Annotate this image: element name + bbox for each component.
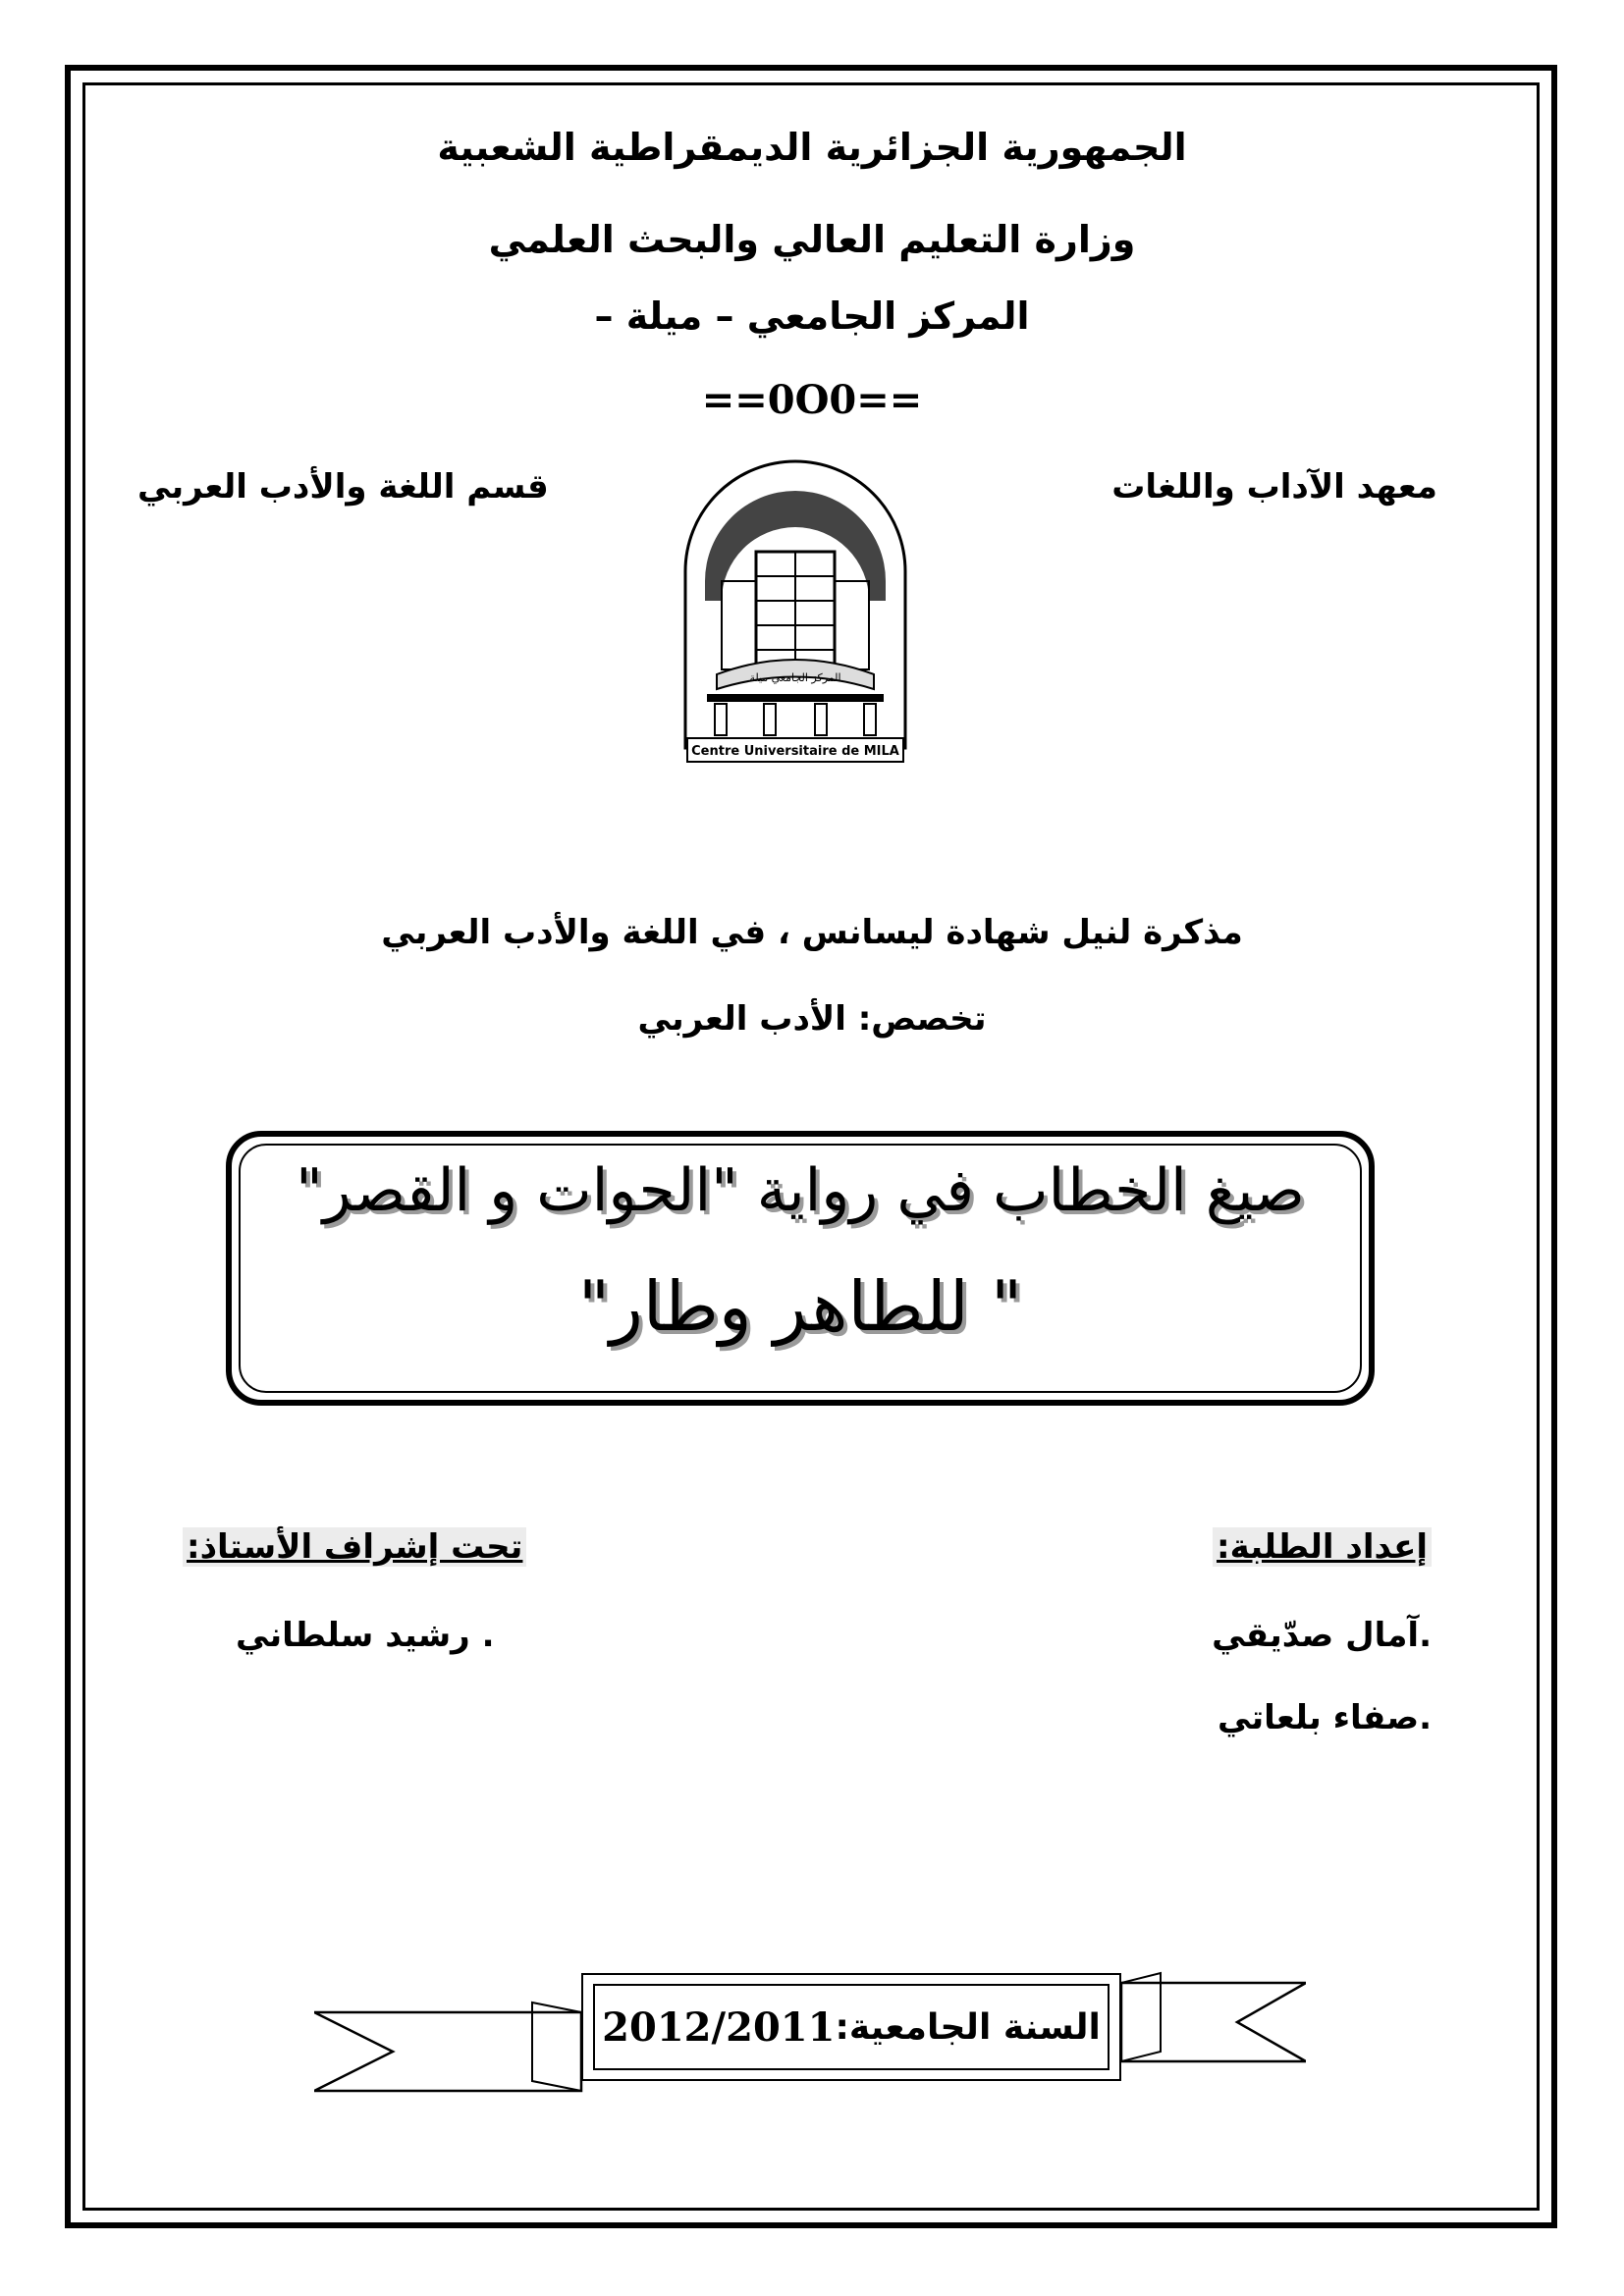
memoir-description: مذكرة لنيل شهادة ليسانس ، في اللغة والأدب العربي [381, 913, 1243, 952]
student-name: .صفاء بلعاتي [1218, 1698, 1432, 1737]
academic-year-label: السنة الجامعية: [835, 2006, 1101, 2048]
ministry-heading: وزارة التعليم العالي والبحث العلمي [488, 218, 1136, 261]
thesis-title-line-1: صيغ الخطاب في رواية "الحوات و القصر" [296, 1156, 1305, 1225]
logo-arabic-caption: المركز الجامعي ميلة [749, 671, 841, 684]
academic-year-box [593, 1984, 1110, 2070]
supervisor-label: تحت إشراف الأستاذ: [183, 1527, 526, 1567]
supervisor-name: . رشيد سلطاني [236, 1616, 495, 1655]
center-heading: المركز الجامعي – ميلة – [594, 294, 1030, 338]
specialization: تخصص: الأدب العربي [637, 999, 987, 1039]
university-building-logo-icon [677, 454, 913, 768]
students-label: إعداد الطلبة: [1213, 1527, 1432, 1567]
academic-year-value: 2012/2011 [602, 2003, 836, 2051]
department-label: قسم اللغة والأدب العربي [137, 467, 549, 507]
institute-label: معهد الآداب واللغات [1111, 467, 1437, 507]
thesis-title-line-2: " للطاهر وطار" [577, 1266, 1023, 1347]
ornament-separator: ==0O0== [701, 377, 923, 423]
logo-caption: Centre Universitaire de MILA [691, 744, 899, 759]
republic-heading: الجمهورية الجزائرية الديمقراطية الشعبية [437, 126, 1187, 169]
student-name: .آمال صدّيقي [1212, 1616, 1432, 1655]
